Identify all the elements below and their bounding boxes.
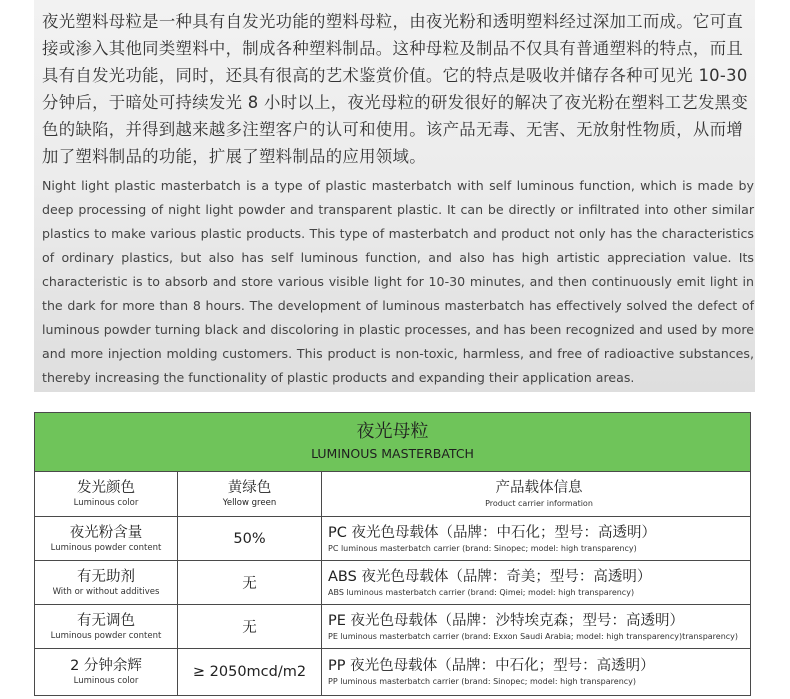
table-title-zh: 夜光母粒 <box>356 421 429 442</box>
carrier-zh: PE 夜光色母载体（品牌：沙特埃克森；型号：高透明） <box>328 612 685 629</box>
intro-english-text: Night light plastic masterbatch is a type of plastic masterbatch with self luminous function, which is made by deep processing of night light powder and transparent plastic. It can be directly or infiltrated into other similar plastics to make various plastic products. This type of masterbatch and product not only has the characteristics of ordinary plastics, but also has self luminous function, and also has high artistic appreciation value. Its characteristic is to absorb and store various visible light for 10-30 minutes, and then continuously emit light in the dark for more than 8 hours. The development of luminous masterbatch has effectively solved the defect of luminous powder turning black and discoloring in plastic processes, and has been recognized and used by more and more injection molding customers. This product is non-toxic, harmless, and free of radioactive substances, thereby increasing the functionality of plastic products and expanding their application areas. <box>42 178 754 385</box>
label-zh: 发光颜色 <box>77 480 135 496</box>
row-value: 50% <box>178 517 322 561</box>
table-row <box>35 649 751 696</box>
label-en: Luminous powder content <box>50 542 162 553</box>
label-zh: 2 分钟余辉 <box>70 658 142 674</box>
row-label <box>35 561 178 605</box>
table-row <box>35 605 751 649</box>
row-label <box>35 649 178 696</box>
row-label <box>35 517 178 561</box>
carrier-en: PE luminous masterbatch carrier (brand: Exxon Saudi Arabia; model: high transparency)transparency) <box>328 631 739 641</box>
intro-panel <box>34 0 755 392</box>
row-value: 无 <box>178 605 322 649</box>
row-label <box>35 472 178 517</box>
row-value: ≥ 2050mcd/m2 <box>178 649 322 696</box>
value-en: Yellow green <box>222 498 277 508</box>
carrier-zh: PC 夜光色母载体（品牌：中石化；型号：高透明） <box>328 524 656 541</box>
carrier-en: Product carrier information <box>485 499 593 508</box>
carrier-header <box>322 472 751 517</box>
label-zh: 夜光粉含量 <box>69 524 143 541</box>
table-title-en: LUMINOUS MASTERBATCH <box>311 446 474 461</box>
value-zh: 黄绿色 <box>227 480 272 496</box>
label-en: With or without additives <box>52 586 160 597</box>
carrier-info <box>322 517 751 561</box>
carrier-info <box>322 605 751 649</box>
carrier-zh: 产品载体信息 <box>495 480 583 496</box>
label-en: Luminous color <box>73 676 139 686</box>
intro-chinese-text: 夜光塑料母粒是一种具有自发光功能的塑料母粒，由夜光粉和透明塑料经过深加工而成。它可直接或渗入其他同类塑料中，制成各种塑料制品。这种母粒及制品不仅具有普通塑料的特点，而且具有自发光功能，同时，还具有很高的艺术鉴赏价值。它的特点是吸收并储存各种可见光 10-30 分钟后，于暗处可持续发光 8 小时以上，夜光母粒的研发很好的解决了夜光粉在塑料工艺发黑变色的缺陷，并得到越来越多注塑客户的认可和使用。该产品无毒、无害、无放射性物质，从而增加了塑料制品的功能，扩展了塑料制品的应用领域。 <box>42 12 749 166</box>
carrier-info <box>322 649 751 696</box>
carrier-en: PP luminous masterbatch carrier (brand: Sinopec; model: high transparency) <box>328 677 637 686</box>
label-zh: 有无助剂 <box>77 568 135 585</box>
table-header <box>35 413 751 472</box>
table-row <box>35 517 751 561</box>
spec-table <box>34 412 751 696</box>
label-zh: 有无调色 <box>77 612 135 629</box>
row-label <box>35 605 178 649</box>
row-value <box>178 472 322 517</box>
carrier-zh: PP 夜光色母载体（品牌：中石化；型号：高透明） <box>328 658 655 674</box>
carrier-zh: ABS 夜光色母载体（品牌：奇美；型号：高透明） <box>328 568 652 585</box>
carrier-info <box>322 561 751 605</box>
label-en: Luminous color <box>73 498 139 508</box>
row-value: 无 <box>178 561 322 605</box>
table-row <box>35 472 751 517</box>
label-en: Luminous powder content <box>50 630 162 641</box>
table-row <box>35 561 751 605</box>
carrier-en: PC luminous masterbatch carrier (brand: Sinopec; model: high transparency) <box>328 543 637 553</box>
carrier-en: ABS luminous masterbatch carrier (brand: Qimei; model: high transparency) <box>328 587 635 597</box>
